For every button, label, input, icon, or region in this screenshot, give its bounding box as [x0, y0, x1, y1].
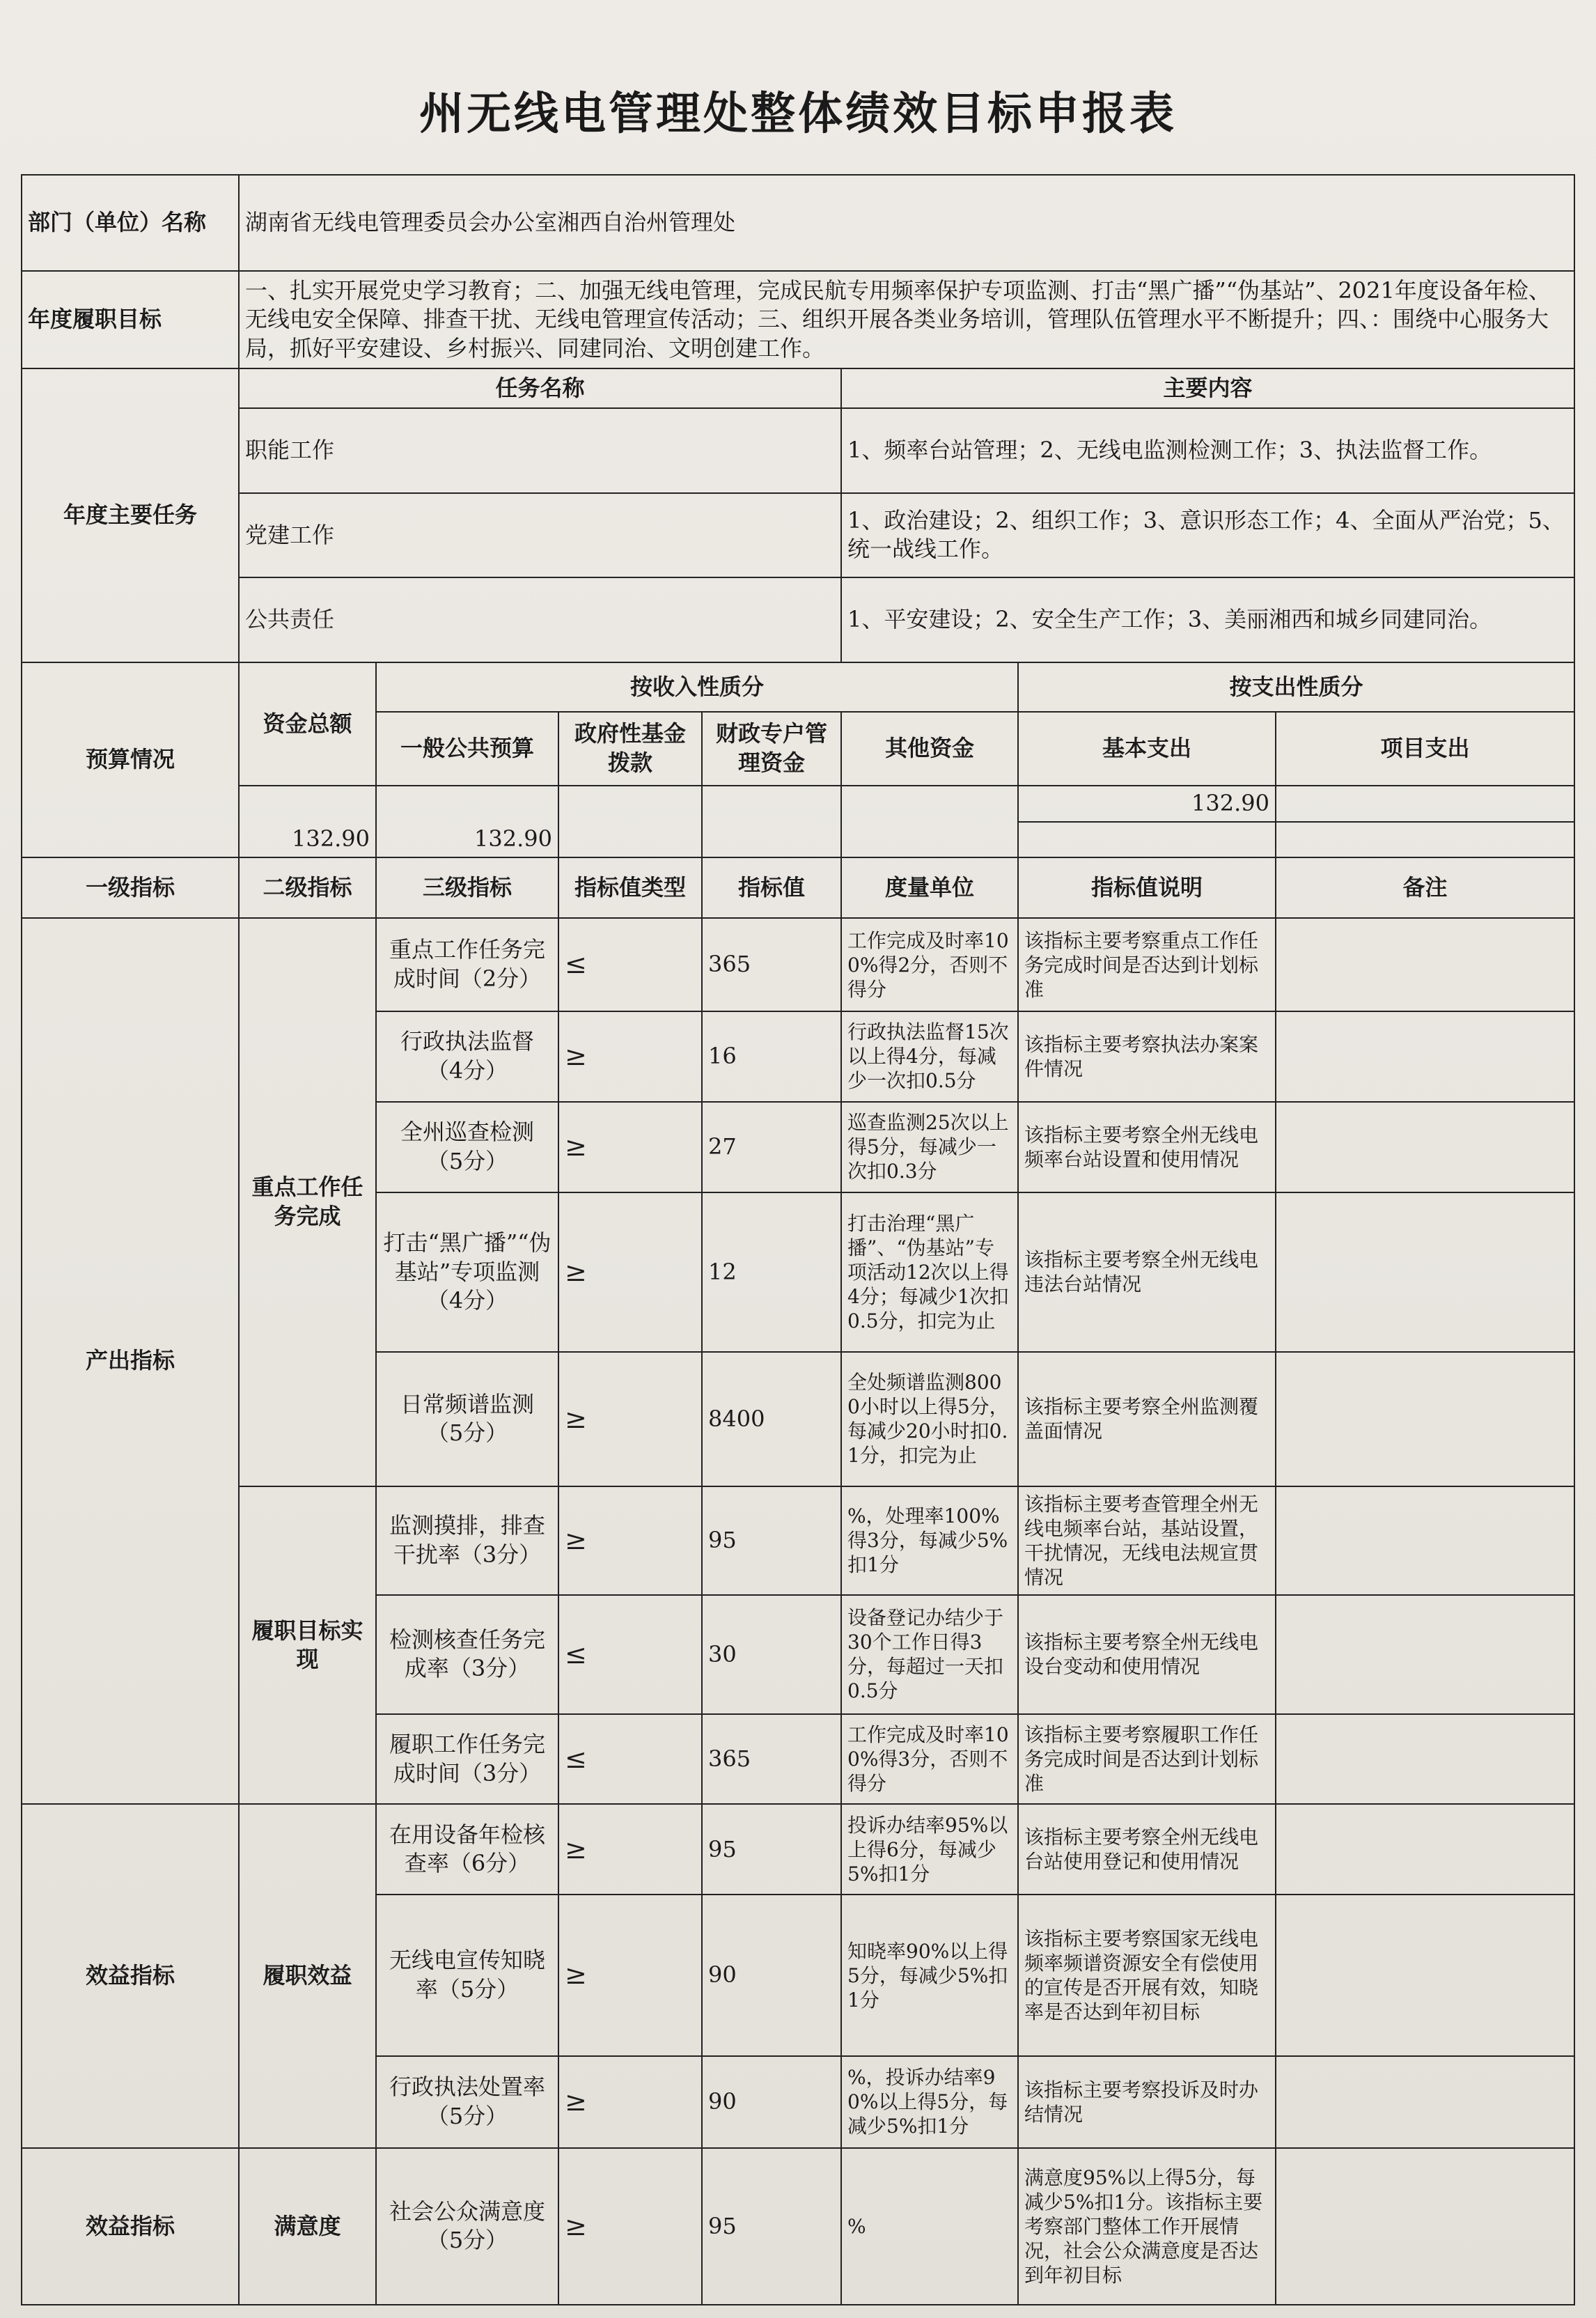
indicator-row [22, 1486, 1574, 1595]
tasks-header-row [22, 368, 1574, 408]
indicator-header: 一级指标 [22, 857, 239, 918]
note-cell [1276, 1192, 1574, 1352]
indicator-header: 二级指标 [239, 857, 376, 918]
desc-cell: 该指标主要考查管理全州无线电频率台站，基站设置，干扰情况，无线电法规宣贯情况 [1018, 1486, 1276, 1595]
indicator-header: 指标值类型 [558, 857, 702, 918]
note-cell [1276, 1714, 1574, 1805]
unit-cell: 行政执法监督15次以上得4分，每减少一次扣0.5分 [841, 1011, 1018, 1102]
l3-cell: 社会公众满意度（5分） [376, 2148, 558, 2305]
budget-total-label: 资金总额 [239, 662, 376, 786]
budget-col: 基本支出 [1018, 712, 1276, 786]
goal-value: 一、扎实开展党史学习教育；二、加强无线电管理，完成民航专用频率保护专项监测、打击“黑广播”“伪基站”、2021年度设备年检、无线电安全保障、排查干扰、无线电管理宣传活动；三、组织开展各类业务培训，管理队伍管理水平不断提升；四、：围绕中心服务大局，抓好平安建设、乡村振兴、同建同治、文明创建工作。 [239, 271, 1574, 368]
type-cell: ≥ [558, 2056, 702, 2148]
budget-total-value: 132.90 [239, 786, 376, 857]
l3-cell: 履职工作任务完成时间（3分） [376, 1714, 558, 1805]
indicator-header: 指标值说明 [1018, 857, 1276, 918]
l2-cell: 满意度 [239, 2148, 376, 2305]
value-cell: 16 [702, 1011, 841, 1102]
l2-cell: 履职效益 [239, 1804, 376, 2147]
budget-col: 一般公共预算 [376, 712, 558, 786]
type-cell: ≥ [558, 1352, 702, 1486]
performance-form-table [21, 174, 1575, 2305]
l3-cell: 行政执法处置率（5分） [376, 2056, 558, 2148]
indicator-row [22, 2148, 1574, 2305]
indicator-row [22, 918, 1574, 1011]
l3-cell: 行政执法监督（4分） [376, 1011, 558, 1102]
l3-cell: 日常频谱监测（5分） [376, 1352, 558, 1486]
task-name: 公共责任 [239, 577, 841, 662]
task-name: 党建工作 [239, 493, 841, 578]
desc-cell: 该指标主要考察履职工作任务完成时间是否达到计划标准 [1018, 1714, 1276, 1805]
note-cell [1276, 1102, 1574, 1192]
type-cell: ≤ [558, 1595, 702, 1713]
l1-cell: 效益指标 [22, 2148, 239, 2305]
goal-row [22, 271, 1574, 368]
l3-cell: 检测核查任务完成率（3分） [376, 1595, 558, 1713]
l3-cell: 在用设备年检核查率（6分） [376, 1804, 558, 1895]
value-cell: 27 [702, 1102, 841, 1192]
desc-cell: 该指标主要考察全州无线电台站使用登记和使用情况 [1018, 1804, 1276, 1895]
type-cell: ≥ [558, 2148, 702, 2305]
task-content: 1、政治建设；2、组织工作；3、意识形态工作；4、全面从严治党；5、统一战线工作。 [841, 493, 1574, 578]
budget-expense-label: 按支出性质分 [1018, 662, 1574, 712]
l3-cell: 全州巡查检测（5分） [376, 1102, 558, 1192]
type-cell: ≥ [558, 1102, 702, 1192]
note-cell [1276, 1352, 1574, 1486]
value-cell: 90 [702, 2056, 841, 2148]
unit-cell: 工作完成及时率100%得3分，否则不得分 [841, 1714, 1018, 1805]
unit-cell: 设备登记办结少于30个工作日得3分，每超过一天扣0.5分 [841, 1595, 1018, 1713]
goal-label: 年度履职目标 [22, 271, 239, 368]
value-cell: 365 [702, 918, 841, 1011]
l2-cell: 履职目标实现 [239, 1486, 376, 1805]
task-content: 1、频率台站管理；2、无线电监测检测工作；3、执法监督工作。 [841, 408, 1574, 493]
budget-income-label: 按收入性质分 [376, 662, 1018, 712]
type-cell: ≥ [558, 1804, 702, 1895]
l2-cell: 重点工作任务完成 [239, 918, 376, 1486]
task-row [22, 408, 1574, 493]
value-cell: 90 [702, 1895, 841, 2055]
note-cell [1276, 2056, 1574, 2148]
unit-cell: 知晓率90%以上得5分，每减少5%扣1分 [841, 1895, 1018, 2055]
budget-label: 预算情况 [22, 662, 239, 857]
l1-cell: 产出指标 [22, 918, 239, 1804]
note-cell [1276, 1486, 1574, 1595]
unit-cell: % [841, 2148, 1018, 2305]
unit-cell: 打击治理“黑广播”、“伪基站”专项活动12次以上得4分；每减少1次扣0.5分，扣完为止 [841, 1192, 1018, 1352]
desc-cell: 满意度95%以上得5分，每减少5%扣1分。该指标主要考察部门整体工作开展情况，社会公众满意度是否达到年初目标 [1018, 2148, 1276, 2305]
note-cell [1276, 2148, 1574, 2305]
value-cell: 95 [702, 1804, 841, 1895]
note-cell [1276, 1895, 1574, 2055]
dept-value: 湖南省无线电管理委员会办公室湘西自治州管理处 [239, 175, 1574, 271]
note-cell [1276, 918, 1574, 1011]
task-name: 职能工作 [239, 408, 841, 493]
type-cell: ≥ [558, 1486, 702, 1595]
value-cell: 95 [702, 2148, 841, 2305]
note-cell [1276, 1595, 1574, 1713]
unit-cell: %，投诉办结率90%以上得5分，每减少5%扣1分 [841, 2056, 1018, 2148]
desc-cell: 该指标主要考察国家无线电频率频谱资源安全有偿使用的宣传是否开展有效，知晓率是否达到年初目标 [1018, 1895, 1276, 2055]
budget-col: 项目支出 [1276, 712, 1574, 786]
budget-spacer-row [22, 786, 1574, 822]
task-content: 1、平安建设；2、安全生产工作；3、美丽湘西和城乡同建同治。 [841, 577, 1574, 662]
dept-label: 部门（单位）名称 [22, 175, 239, 271]
tasks-label: 年度主要任务 [22, 368, 239, 662]
l3-cell: 打击“黑广播”“伪基站”专项监测（4分） [376, 1192, 558, 1352]
note-cell [1276, 1804, 1574, 1895]
desc-cell: 该指标主要考察全州无线电设台变动和使用情况 [1018, 1595, 1276, 1713]
type-cell: ≥ [558, 1192, 702, 1352]
indicator-header: 三级指标 [376, 857, 558, 918]
dept-row [22, 175, 1574, 271]
value-cell: 365 [702, 1714, 841, 1805]
value-cell: 12 [702, 1192, 841, 1352]
indicator-row [22, 1804, 1574, 1895]
value-cell: 8400 [702, 1352, 841, 1486]
budget-col: 财政专户管理资金 [702, 712, 841, 786]
type-cell: ≥ [558, 1011, 702, 1102]
note-cell [1276, 1011, 1574, 1102]
desc-cell: 该指标主要考察执法办案案件情况 [1018, 1011, 1276, 1102]
l3-cell: 无线电宣传知晓率（5分） [376, 1895, 558, 2055]
indicator-header: 度量单位 [841, 857, 1018, 918]
unit-cell: 巡查监测25次以上得5分，每减少一次扣0.3分 [841, 1102, 1018, 1192]
l1-cell: 效益指标 [22, 1804, 239, 2147]
budget-col: 其他资金 [841, 712, 1018, 786]
tasks-col-name: 任务名称 [239, 368, 841, 408]
budget-header-row [22, 662, 1574, 712]
unit-cell: %，处理率100%得3分，每减少5%扣1分 [841, 1486, 1018, 1595]
task-row [22, 493, 1574, 578]
type-cell: ≥ [558, 1895, 702, 2055]
desc-cell: 该指标主要考察全州无线电频率台站设置和使用情况 [1018, 1102, 1276, 1192]
type-cell: ≤ [558, 1714, 702, 1805]
indicator-header: 备注 [1276, 857, 1574, 918]
page-title: 州无线电管理处整体绩效目标申报表 [419, 88, 1177, 140]
l3-cell: 监测摸排，排查干扰率（3分） [376, 1486, 558, 1595]
budget-col: 政府性基金拨款 [558, 712, 702, 786]
desc-cell: 该指标主要考察全州监测覆盖面情况 [1018, 1352, 1276, 1486]
budget-general-value: 132.90 [376, 786, 558, 857]
unit-cell: 工作完成及时率100%得2分，否则不得分 [841, 918, 1018, 1011]
indicator-header: 指标值 [702, 857, 841, 918]
budget-basic-value: 132.90 [1018, 786, 1276, 822]
desc-cell: 该指标主要考察投诉及时办结情况 [1018, 2056, 1276, 2148]
unit-cell: 投诉办结率95%以上得6分，每减少5%扣1分 [841, 1804, 1018, 1895]
l3-cell: 重点工作任务完成时间（2分） [376, 918, 558, 1011]
tasks-col-content: 主要内容 [841, 368, 1574, 408]
value-cell: 30 [702, 1595, 841, 1713]
task-row [22, 577, 1574, 662]
desc-cell: 该指标主要考察全州无线电违法台站情况 [1018, 1192, 1276, 1352]
unit-cell: 全处频谱监测8000小时以上得5分，每减少20小时扣0.1分，扣完为止 [841, 1352, 1018, 1486]
desc-cell: 该指标主要考察重点工作任务完成时间是否达到计划标准 [1018, 918, 1276, 1011]
indicator-header-row [22, 857, 1574, 918]
value-cell: 95 [702, 1486, 841, 1595]
type-cell: ≤ [558, 918, 702, 1011]
